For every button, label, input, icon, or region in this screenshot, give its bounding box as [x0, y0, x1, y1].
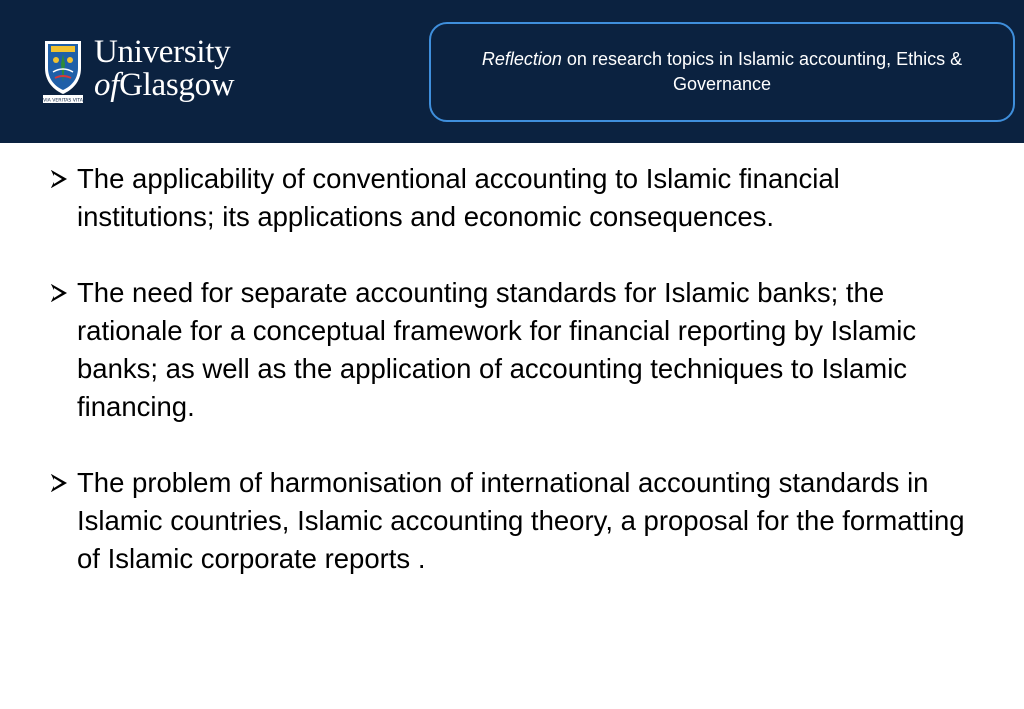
wordmark-glasgow: Glasgow: [119, 67, 235, 103]
bullet-text: The problem of harmonisation of international accounting standards in Islamic countries, Islamic accounting theory, a proposal for the formatting of Islamic corporate reports .: [77, 467, 965, 574]
wordmark-line-glasgow: [94, 69, 234, 102]
wordmark-of: of: [94, 67, 120, 103]
arrow-bullet-icon: [50, 474, 68, 492]
slide-title: [445, 47, 999, 97]
slide-title-emphasis: Reflection: [481, 49, 562, 69]
university-wordmark: [94, 36, 234, 102]
slide-title-box: [429, 22, 1015, 122]
bullet-item: [50, 274, 980, 426]
svg-text:VIA VERITAS VITA: VIA VERITAS VITA: [43, 98, 83, 104]
bullet-list: [50, 160, 980, 616]
header-bar: [0, 0, 1024, 143]
university-crest-icon: [42, 38, 84, 104]
university-logo: [38, 36, 258, 108]
bullet-item: [50, 464, 980, 578]
arrow-bullet-icon: [50, 284, 68, 302]
wordmark-line-university: University: [94, 34, 231, 70]
arrow-bullet-icon: [50, 170, 68, 188]
bullet-text: The need for separate accounting standards for Islamic banks; the rationale for a conceptual framework for financial reporting by Islamic banks; as well as the application of accounting techniques to Islamic financing.: [77, 277, 917, 422]
bullet-item: [50, 160, 980, 236]
bullet-text: The applicability of conventional accounting to Islamic financial institutions; its applications and economic consequences.: [77, 163, 840, 232]
slide-title-rest: on research topics in Islamic accounting, Ethics & Governance: [561, 49, 963, 94]
